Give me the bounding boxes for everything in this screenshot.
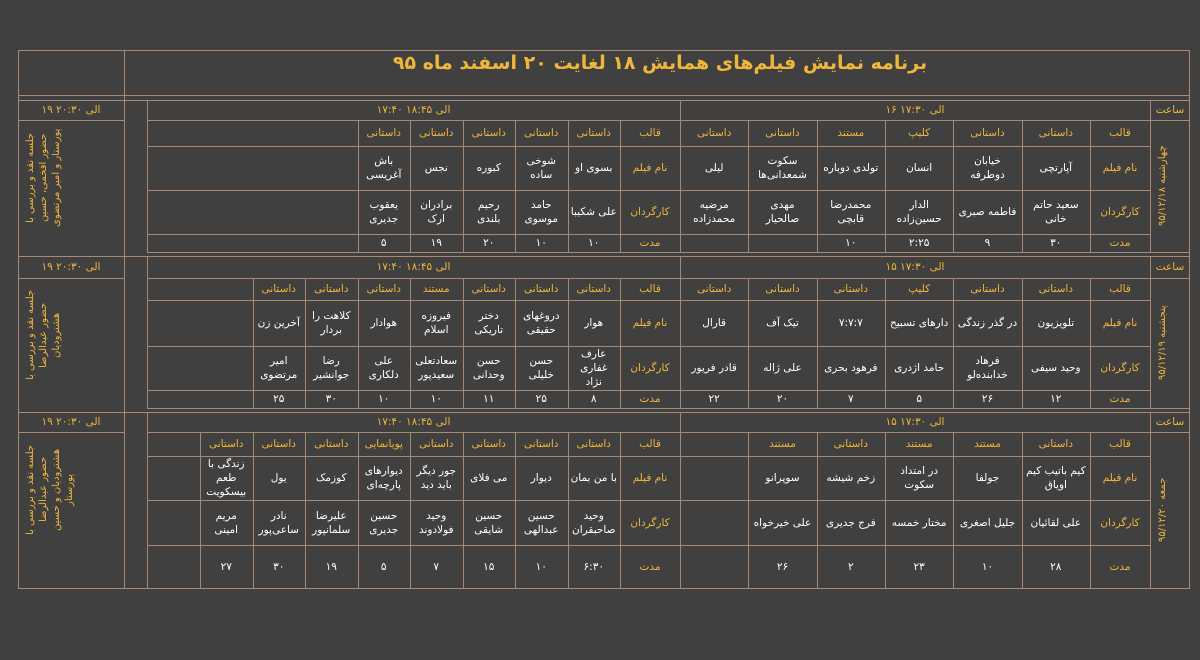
grid-line (1150, 120, 1190, 121)
film-format: داستانی (1038, 127, 1074, 139)
film-director: امیر مرتضوی (260, 355, 298, 381)
day-label: چهارشنبه ۹۵/۱۲/۱۸ (1157, 145, 1168, 227)
film-duration: ۹ (984, 237, 991, 249)
film-format: داستانی (366, 283, 401, 295)
film-format: داستانی (576, 438, 611, 450)
row-label-director: کارگردان (630, 362, 670, 374)
film-duration: ۳۰ (325, 393, 337, 405)
film-format: داستانی (970, 127, 1005, 139)
grid-line (18, 588, 1190, 589)
grid-line (1189, 50, 1190, 588)
film-director: رحیم بلندی (477, 199, 501, 225)
film-director: نادر ساعی‌پور (258, 509, 299, 536)
row-label-duration: مدت (639, 237, 661, 249)
film-title: دروغهای حقیقی (522, 310, 560, 336)
film-duration: ۲۶ (776, 560, 789, 573)
slot-time: ۱۷:۴۰ الی ۱۸:۴۵ (376, 104, 451, 116)
film-format: داستانی (524, 127, 559, 139)
film-format: داستانی (261, 283, 296, 295)
film-title: کیم باتیب کیم اویاق (1026, 465, 1086, 491)
film-director: حسین جدیری (369, 509, 399, 536)
film-title: آخرین زن (257, 317, 300, 329)
film-duration (748, 234, 816, 252)
grid-line (1150, 278, 1190, 279)
row-label-film: نام فیلم (632, 472, 668, 484)
row-label-film: نام فیلم (1102, 472, 1138, 484)
film-title: تیک آف (766, 317, 799, 329)
film-duration: ۱۰ (981, 560, 994, 573)
row-label-film: نام فیلم (1102, 317, 1138, 329)
film-format: داستانی (696, 283, 732, 295)
film-duration: ۵ (380, 237, 387, 249)
row-label-director: کارگردان (1100, 362, 1140, 374)
film-duration: ۶:۳۰ (583, 560, 604, 573)
film-title: دارهای تسبیح (889, 317, 949, 329)
film-format: داستانی (765, 127, 800, 139)
film-duration: ۳۰ (273, 560, 285, 573)
film-duration: ۲ (848, 560, 854, 573)
slot-time: ۱۷:۴۰ الی ۱۸:۴۵ (376, 416, 451, 428)
session-time: ۱۹ الی ۲۰:۳۰ (41, 416, 101, 428)
session-description: جلسه نقد و بررسی با حضور عبدالرضا هشترودیان (25, 289, 62, 381)
film-format: مستند (974, 438, 1001, 450)
film-format: داستانی (366, 127, 401, 139)
film-director: فرهود بحری (824, 362, 878, 374)
film-director: حسن وحدانی (472, 355, 505, 381)
grid-line (147, 408, 1190, 409)
film-title: باش آغریسی (366, 155, 402, 181)
film-duration: ۷ (433, 560, 440, 573)
film-title: کوزمک (315, 472, 347, 484)
film-title: هوار (584, 317, 604, 329)
grid-line (18, 120, 124, 121)
film-format: پویانمایی (364, 438, 403, 450)
row-label-format: قالب (639, 283, 661, 295)
film-format: داستانی (833, 438, 869, 450)
grid-line (18, 50, 1190, 51)
film-title: سوپرانو (765, 472, 800, 484)
grid-line (680, 412, 681, 588)
film-format: مستند (422, 283, 450, 295)
film-director: حامد اژدری (894, 362, 945, 374)
film-director: حسین شایقی (474, 509, 504, 536)
film-duration (680, 234, 748, 252)
film-director: سعادتعلی سعیدپور (415, 355, 458, 381)
film-director: یعقوب جدیری (369, 199, 399, 225)
film-title: کلاهت را بردار (312, 310, 351, 336)
film-director: مهدی صالحیار (765, 199, 800, 225)
time-label: ساعت (1155, 261, 1185, 273)
film-format: داستانی (833, 283, 869, 295)
slot-time: ۱۵ الی ۱۷:۳۰ (885, 416, 945, 428)
film-director: وحید سیفی (1031, 362, 1081, 374)
film-title: خیابان دوطرفه (970, 155, 1005, 181)
row-label-duration: مدت (1109, 393, 1131, 405)
film-director: حسین عبدالهی (523, 509, 559, 536)
row-label-director: کارگردان (630, 516, 670, 529)
film-title: جولفا (975, 472, 1000, 484)
film-director: حسن خلیلی (528, 355, 554, 381)
film-format: کلیپ (908, 127, 931, 139)
film-format: داستانی (471, 127, 506, 139)
film-director: فرج جدیری (825, 516, 876, 529)
film-duration: ۲۵ (535, 393, 547, 405)
film-duration: ۵ (380, 560, 387, 573)
film-duration: ۳۰ (1050, 237, 1062, 249)
film-format: داستانی (696, 127, 732, 139)
film-format: داستانی (419, 127, 454, 139)
film-director: الدار حسین‌زاده (896, 199, 942, 225)
film-duration: ۲۶ (981, 393, 994, 405)
grid-line (18, 95, 1190, 96)
film-duration: ۲۸ (1050, 560, 1062, 573)
film-director: علی دلکاری (368, 355, 399, 381)
film-title: می فلای (470, 472, 508, 484)
film-duration: ۱۰ (845, 237, 857, 249)
film-duration: ۱۹ (430, 237, 442, 249)
film-format: کلیپ (908, 283, 931, 295)
film-director: مرضیه محمدزاده (693, 199, 736, 225)
film-director: فرهاد خدابنده‌لو (967, 355, 1008, 381)
film-duration: ۱۱ (483, 393, 495, 405)
film-title: قارال (702, 317, 727, 329)
day-label: پنجشنبه ۹۵/۱۲/۱۹ (1157, 305, 1168, 381)
film-title: با من بمان (570, 472, 617, 484)
film-duration: ۸ (590, 393, 597, 405)
grid-line (147, 252, 1190, 253)
row-label-director: کارگردان (1100, 516, 1140, 529)
film-director: علی شکیبا (570, 206, 617, 218)
film-duration: ۲۰ (776, 393, 789, 405)
row-label-duration: مدت (639, 560, 661, 573)
film-director: جلیل اصغری (959, 516, 1016, 529)
row-label-format: قالب (1109, 438, 1131, 450)
film-duration: ۱۲ (1050, 393, 1062, 405)
row-label-director: کارگردان (1100, 206, 1140, 218)
film-title: ۷:۷:۷ (838, 317, 863, 329)
film-director: وحید صاحبقران (571, 509, 616, 536)
film-duration: ۲۷ (220, 560, 232, 573)
row-label-format: قالب (639, 127, 661, 139)
grid-line (124, 50, 125, 588)
film-format: داستانی (765, 283, 800, 295)
grid-line (147, 412, 148, 588)
film-duration: ۱۰ (588, 237, 600, 249)
film-format: داستانی (471, 438, 506, 450)
film-title: دیوار (530, 472, 552, 484)
film-title: در امتداد سکوت (900, 465, 939, 491)
film-duration: ۲۵ (273, 393, 285, 405)
film-format: مستند (837, 127, 865, 139)
film-title: کبوره (476, 162, 501, 174)
film-director: برادران ارک (420, 199, 453, 225)
film-duration: ۷ (848, 393, 854, 405)
film-director: وحید فولادوند (418, 509, 454, 536)
film-duration: ۲۰ (483, 237, 495, 249)
grid-line (147, 100, 148, 252)
grid-line (18, 50, 19, 588)
grid-line (18, 432, 124, 433)
film-format: داستانی (314, 438, 349, 450)
film-format: مستند (905, 438, 933, 450)
row-label-film: نام فیلم (1102, 162, 1138, 174)
row-label-duration: مدت (1109, 560, 1131, 573)
row-label-duration: مدت (1109, 237, 1131, 249)
film-director: علی خیرخواه (753, 516, 812, 529)
film-director: فاطمه صبری (958, 206, 1017, 218)
slot-time: ۱۵ الی ۱۷:۳۰ (885, 261, 945, 273)
film-title: دختر تاریکی (474, 310, 504, 336)
grid-line (18, 278, 124, 279)
film-format: داستانی (261, 438, 296, 450)
film-format: داستانی (576, 283, 611, 295)
film-format: داستانی (419, 438, 454, 450)
row-label-film: نام فیلم (632, 317, 668, 329)
film-title: زندگی با طعم بیسکویت (206, 458, 247, 498)
slot-time: ۱۷:۴۰ الی ۱۸:۴۵ (376, 261, 451, 273)
row-label-format: قالب (639, 438, 661, 450)
slot-time: ۱۶ الی ۱۷:۳۰ (885, 104, 945, 116)
film-title: در گذر زندگی (957, 317, 1018, 329)
film-format: داستانی (524, 438, 559, 450)
film-duration: ۱۰ (378, 393, 390, 405)
film-format: داستانی (576, 127, 611, 139)
film-duration: ۱۵ (483, 560, 495, 573)
film-title: زخم شیشه (826, 472, 876, 484)
session-description: جلسه نقد و بررسی با حضور عبدالرضا هشترودیان و حسین پورستار (25, 444, 75, 535)
film-format: داستانی (524, 283, 559, 295)
row-label-film: نام فیلم (632, 162, 668, 174)
session-time: ۱۹ الی ۲۰:۳۰ (41, 261, 101, 273)
film-title: سکوت شمعدانی‌ها (758, 155, 807, 181)
film-title: شوخی ساده (526, 155, 556, 181)
time-label: ساعت (1155, 104, 1185, 116)
film-title: آپارتچی (1039, 162, 1073, 174)
film-duration: ۲۳ (913, 560, 925, 573)
session-description: جلسه نقد و بررسی با حضور افخمی، حسین پورستار و امیر مرتضوی (25, 128, 62, 228)
row-label-format: قالب (1109, 127, 1131, 139)
film-director: سعید حاتم خانی (1033, 199, 1079, 225)
film-title: نجس (424, 162, 448, 174)
film-format: داستانی (1038, 438, 1074, 450)
row-label-format: قالب (1109, 283, 1131, 295)
film-duration: ۱۰ (535, 237, 547, 249)
film-format: داستانی (471, 283, 506, 295)
row-label-director: کارگردان (630, 206, 670, 218)
row-label-duration: مدت (639, 393, 661, 405)
film-director: محمدرضا قابچی (830, 199, 872, 225)
film-title: تولدی دوباره (823, 162, 879, 174)
film-format: داستانی (209, 438, 244, 450)
film-title: انسان (906, 162, 933, 174)
film-director: حامد موسوی (524, 199, 558, 225)
film-title: فیروزه اسلام (421, 310, 452, 336)
film-duration: ۱۰ (535, 560, 547, 573)
session-time: ۱۹ الی ۲۰:۳۰ (41, 104, 101, 116)
film-title: دیوارهای پارچه‌ای (364, 465, 403, 491)
time-label: ساعت (1155, 416, 1185, 428)
film-director: رضا جوانشیر (313, 355, 350, 381)
film-director: علی ژاله (763, 362, 802, 374)
film-title: جور دیگر باید دید (416, 465, 456, 491)
film-format: داستانی (970, 283, 1005, 295)
film-format: داستانی (1038, 283, 1074, 295)
film-format: داستانی (314, 283, 349, 295)
film-title: بسوی او (575, 162, 613, 174)
film-director: عارف غفاری نژاد (580, 348, 608, 388)
page-title: برنامه نمایش فیلم‌های همایش ۱۸ لغایت ۲۰ اسفند ماه ۹۵ (392, 52, 928, 74)
film-director: مختار خمسه (891, 516, 947, 529)
film-duration: ۱۰ (430, 393, 442, 405)
day-label: جمعه ۹۵/۱۲/۲۰ (1157, 477, 1168, 543)
film-title: تلویزیون (1037, 317, 1075, 329)
film-duration: ۲۲ (708, 393, 720, 405)
film-director: قادر فریور (691, 362, 737, 374)
film-duration: ۵ (916, 393, 922, 405)
film-duration: ۲:۲۵ (908, 237, 930, 249)
grid-line (1150, 432, 1190, 433)
film-director: علی لقائیان (1030, 516, 1082, 529)
film-director: مریم امینی (214, 509, 239, 536)
film-duration: ۱۹ (325, 560, 337, 573)
film-format: مستند (769, 438, 796, 450)
grid-line (1150, 100, 1151, 252)
film-title: لیلی (704, 162, 724, 174)
grid-line (147, 256, 148, 408)
film-title: یول (270, 472, 287, 484)
film-director: علیرضا سلمانپور (312, 509, 351, 536)
grid-line (1150, 412, 1151, 588)
film-title: هوادار (370, 317, 398, 329)
